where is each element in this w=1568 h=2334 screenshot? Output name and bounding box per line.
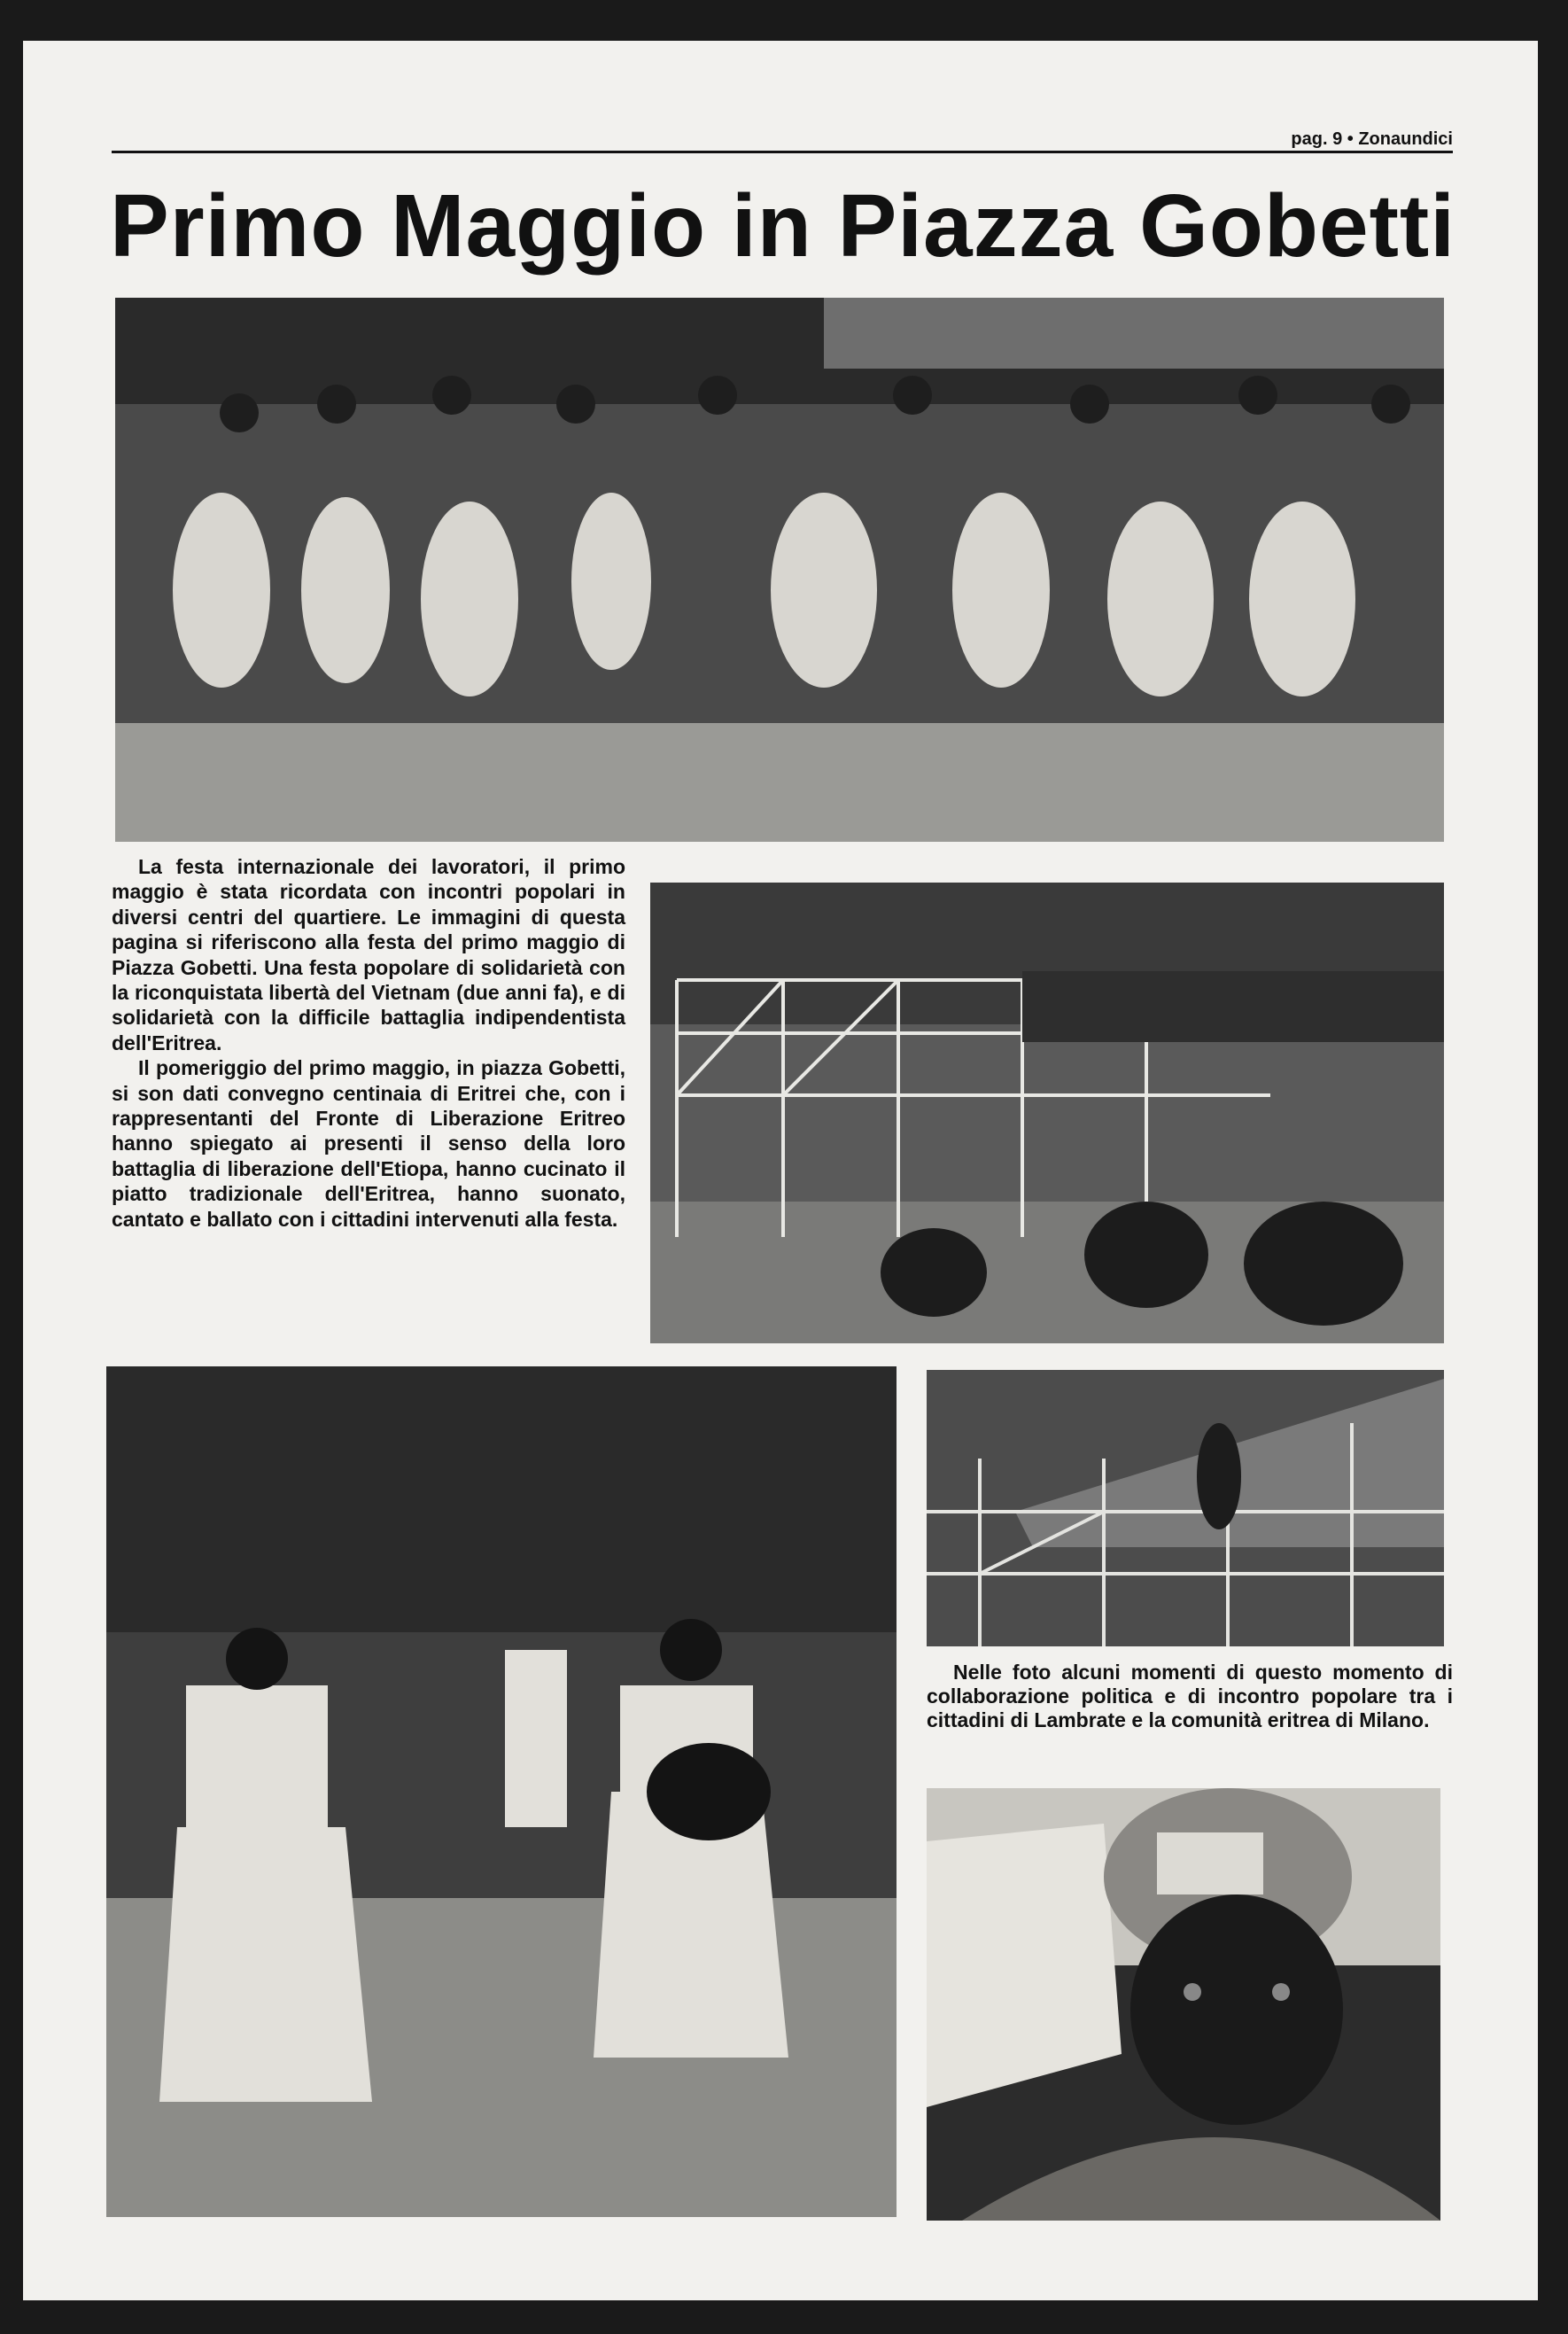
crowd-photo: [115, 298, 1444, 842]
scaffold-photo: [927, 1370, 1444, 1646]
stage-photo: [650, 883, 1444, 1343]
article-text: [112, 854, 625, 1232]
header-rule: [112, 151, 1453, 153]
article-paragraph: La festa internazionale dei lavoratori, il primo maggio è stata ricordata con incontri popolari in diversi centri del quartiere. Le immagini di questa pagina si riferiscono alla festa del primo maggio di Piazza Gobetti. Una festa popolare di solidarietà con la riconquistata libertà del Vietnam (due anni fa), e di solidarietà con la difficile battaglia indipendentista dell'Eritrea.: [112, 855, 625, 1054]
child-photo: [927, 1788, 1440, 2221]
dancers-photo: [106, 1366, 897, 2217]
page-reference: pag. 9 • Zonaundici: [1291, 129, 1453, 149]
article-paragraph: Il pomeriggio del primo maggio, in piazza Gobetti, si son dati convegno centinaia di Eritrei che, con i rappresentanti del Fronte di Liberazione Eritreo hanno spiegato ai presenti il senso della loro battaglia di liberazione dell'Etiopa, hanno cucinato il piatto tradizionale dell'Eritrea, hanno suonato, cantato e ballato con i cittadini intervenuti alla festa.: [112, 1056, 625, 1231]
photo-caption: Nelle foto alcuni momenti di questo momento di collaborazione politica e di incontro popolare tra i cittadini di Lambrate e la comunità eritrea di Milano.: [927, 1661, 1453, 1731]
page-headline: Primo Maggio in Piazza Gobetti: [110, 176, 1456, 276]
